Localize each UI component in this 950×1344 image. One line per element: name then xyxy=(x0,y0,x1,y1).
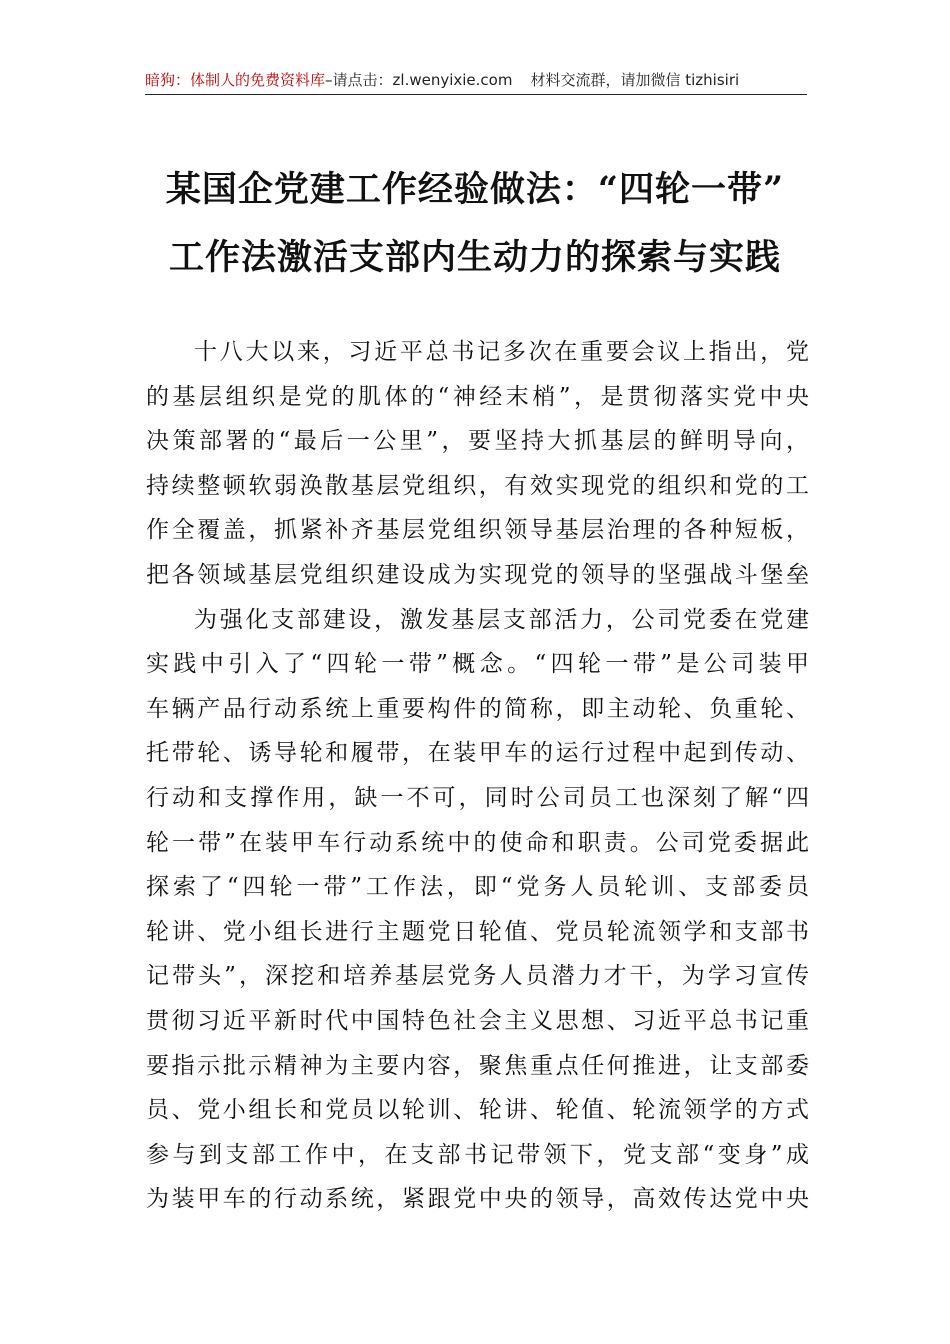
body-line: 行动和支撑作用，缺一不可，同时公司员工也深刻了解“四 xyxy=(146,784,809,811)
body-line: 十八大以来，习近平总书记多次在重要会议上指出，党 xyxy=(194,339,809,365)
body-line: 托带轮、诱导轮和履带，在装甲车的运行过程中起到传动、 xyxy=(146,740,809,767)
body-line: 作全覆盖，抓紧补齐基层党组织领导基层治理的各种短板， xyxy=(146,517,809,544)
body-line: 决策部署的“最后一公里”，要坚持大抓基层的鲜明导向， xyxy=(146,428,809,455)
header-brand: 暗狗：体制人的免费资料库 xyxy=(145,71,326,89)
body-line: 员、党小组长和党员以轮训、轮讲、轮值、轮流领学的方式 xyxy=(146,1097,809,1124)
body-line: 实践中引入了“四轮一带”概念。“四轮一带”是公司装甲 xyxy=(146,651,809,678)
header-contact: 材料交流群，请加微信 tizhisiri xyxy=(530,71,740,89)
body-line: 轮一带”在装甲车行动系统中的使命和职责。公司党委据此 xyxy=(146,829,809,856)
page-header xyxy=(145,66,807,95)
header-prompt: –请点击： xyxy=(325,71,393,89)
document-body xyxy=(146,330,809,1222)
body-line: 参与到支部工作中，在支部书记带领下，党支部“变身”成 xyxy=(146,1141,809,1168)
body-line: 探索了“四轮一带”工作法，即“党务人员轮训、支部委员 xyxy=(146,874,809,901)
body-line: 要指示批示精神为主要内容，聚焦重点任何推进，让支部委 xyxy=(146,1052,809,1079)
body-line: 轮讲、党小组长进行主题党日轮值、党员轮流领学和支部书 xyxy=(146,918,809,945)
body-line: 把各领域基层党组织建设成为实现党的领导的坚强战斗堡垒 xyxy=(146,561,809,588)
body-line: 持续整顿软弱涣散基层党组织，有效实现党的组织和党的工 xyxy=(146,472,809,499)
body-line: 记带头”，深挖和培养基层党务人员潜力才干，为学习宣传 xyxy=(146,963,809,990)
body-line: 的基层组织是党的肌体的“神经末梢”，是贯彻落实党中央 xyxy=(146,383,809,410)
body-line: 为装甲车的行动系统，紧跟党中央的领导，高效传达党中央 xyxy=(146,1186,809,1213)
body-line: 车辆产品行动系统上重要构件的简称，即主动轮、负重轮、 xyxy=(146,695,809,722)
body-line: 为强化支部建设，激发基层支部活力，公司党委在党建 xyxy=(194,606,809,633)
header-url[interactable]: zl.wenyixie.com xyxy=(392,71,513,89)
document-title-line-1: 某国企党建工作经验做法：“四轮一带” xyxy=(165,169,785,210)
document-title-line-2: 工作法激活支部内生动力的探索与实践 xyxy=(168,237,781,278)
body-line: 贯彻习近平新时代中国特色社会主义思想、习近平总书记重 xyxy=(146,1007,809,1034)
